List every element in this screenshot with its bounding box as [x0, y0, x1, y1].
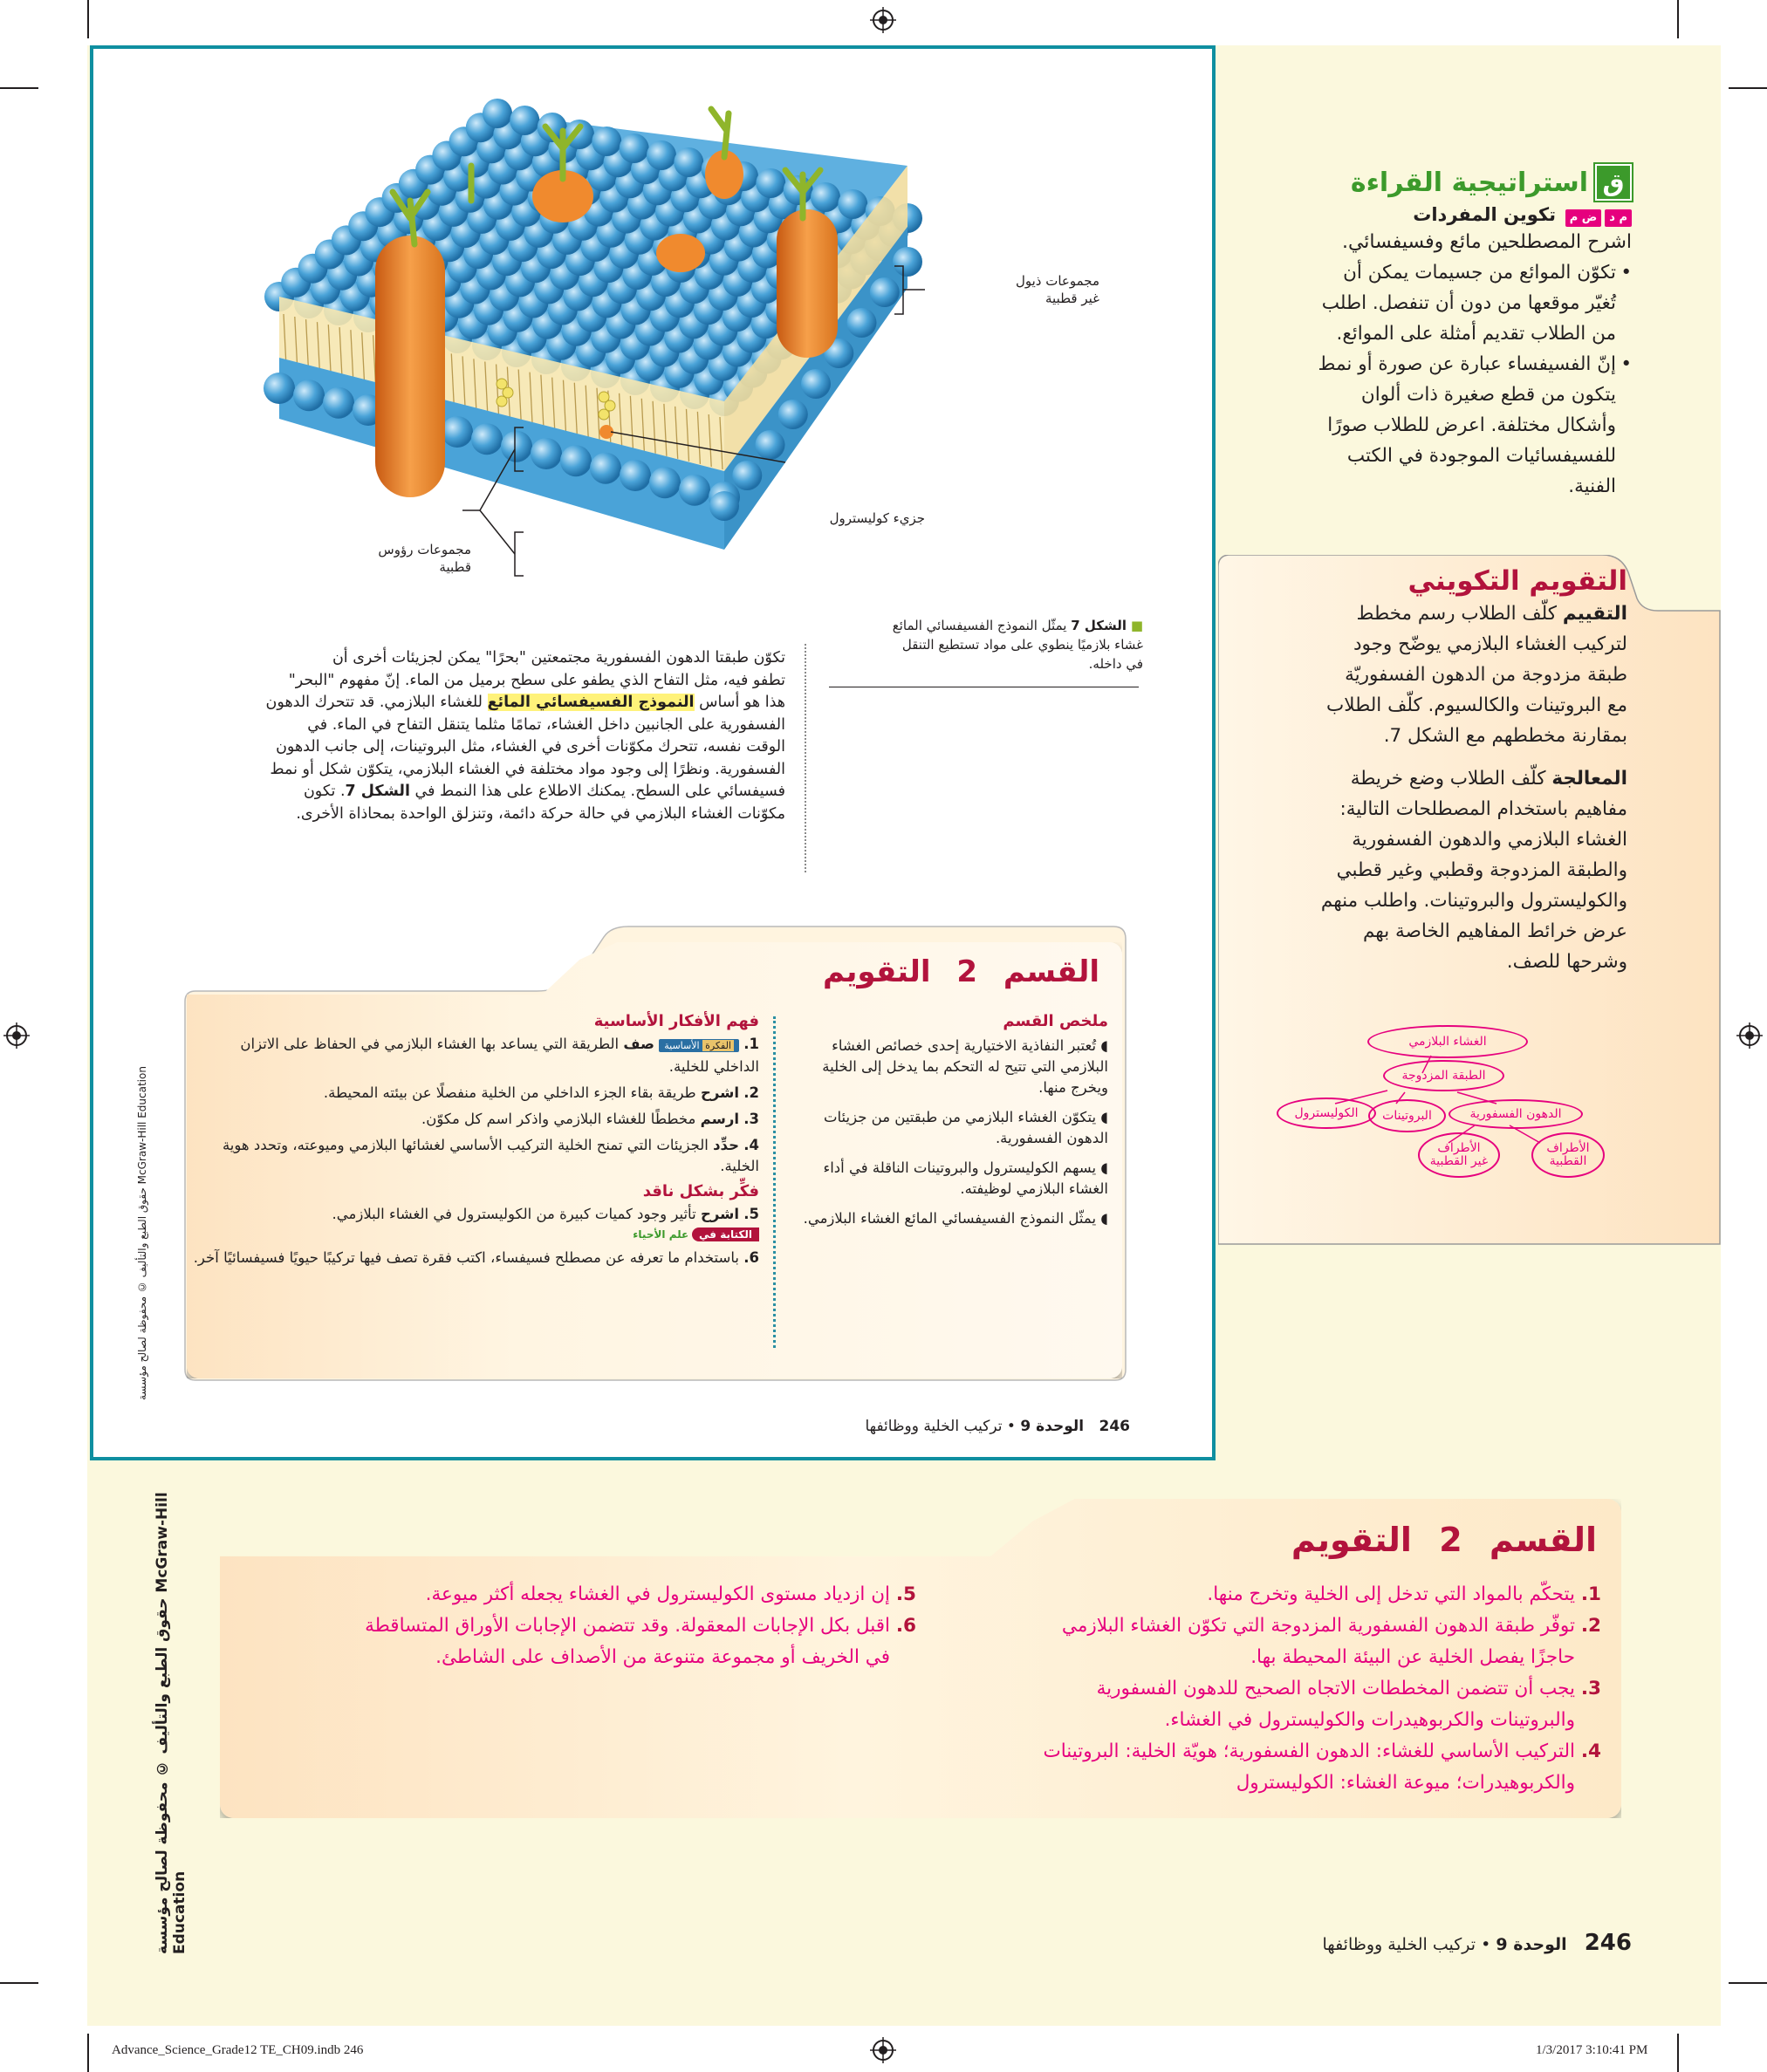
- phospholipid-head: [483, 99, 512, 128]
- crop-mark: [87, 0, 89, 38]
- phospholipid-head: [510, 106, 539, 135]
- summary-item: ◖ يمثّل النموذج الفسيفسائي المائع الغشاء البلازمي.: [803, 1210, 1108, 1227]
- label-line: مجموعات رؤوس: [378, 542, 471, 557]
- student-assessment-title: [785, 954, 1099, 989]
- label-polar-heads: [349, 541, 471, 576]
- critical-thinking-heading: فكِّر بشكل ناقد: [642, 1182, 759, 1200]
- caption-line: ■ الشكل 7 يمثّل النموذج الفسيفسائي المائع: [892, 618, 1143, 633]
- slug-file: Advance_Science_Grade12 TE_CH09.indb 246: [112, 2043, 364, 2057]
- phospholipid-head: [893, 247, 922, 277]
- teacher-side-copyright: حقوق الطبع والتأليف © محفوظة لصالح مؤسسة McGraw-Hill Education: [154, 1492, 188, 1954]
- phospholipid-head: [870, 277, 900, 307]
- phospholipid-head: [801, 369, 831, 399]
- label-line: مجموعات ذيول: [1015, 273, 1099, 289]
- crop-mark: [1677, 0, 1679, 38]
- assessment-label: التقييم: [1562, 603, 1627, 625]
- phospholipid-head: [709, 491, 739, 521]
- registration-mark-icon: [1736, 1022, 1763, 1049]
- answer-4-cont: والكربوهيدرات؛ ميوعة الغشاء: الكوليسترول: [1236, 1772, 1575, 1794]
- label-nonpolar-tails: [977, 272, 1099, 307]
- label-line: غير قطبية: [1045, 291, 1099, 306]
- phospholipid-head: [679, 475, 710, 506]
- concept-map-root: الغشاء البلازمي: [1367, 1025, 1528, 1058]
- concept-map-cholesterol: الكوليسترول: [1277, 1098, 1376, 1129]
- crop-mark: [1729, 87, 1767, 89]
- phospholipid-head: [732, 461, 762, 490]
- paragraph-line: الفسفورية على الجانبين داخل الغشاء، تمامًا مثلما يتنقل التفاح في الماء. في: [307, 715, 785, 734]
- student-side-copyright: حقوق الطبع والتأليف © محفوظة لصالح مؤسسة McGraw-Hill Education: [136, 1066, 148, 1400]
- crop-mark: [0, 1982, 38, 1984]
- concept-map-proteins: البروتينات: [1368, 1099, 1446, 1132]
- answer-1: 1. يتحكّم بالمواد التي تدخل إلى الخلية وتخرج منها.: [1207, 1583, 1601, 1605]
- phospholipid-head: [501, 431, 532, 462]
- answer-3-cont: والبروتينات والكربوهيدرات والكوليسترول في الغشاء.: [1164, 1709, 1575, 1731]
- reading-strategy-header: [1222, 164, 1632, 201]
- biology-tag: علم الأحياء: [633, 1228, 689, 1241]
- paragraph-line: مكوّنات الغشاء البلازمي في حالة حركة دائمة، وتنزلق الواحدة بمحاذاة الأخرى.: [296, 804, 785, 823]
- main-idea-tag: الفكرة الأساسية: [659, 1039, 739, 1052]
- answers-left-column: [253, 1579, 916, 1673]
- question-2: 2. اشرح طريقة بقاء الجزء الداخلي من الخلية منفصلًا عن بيئته المحيطة.: [323, 1084, 759, 1101]
- phospholipid-head: [847, 308, 877, 338]
- student-footer: [785, 1418, 1130, 1435]
- section-summary: [785, 1012, 1108, 1229]
- reading-bullet-1: • تكوّن الموائع من جسيمات يمكن أن تُغيّر موقعها من دون أن تنفصل. اطلب من الطلاب تقديم أمثلة على الموائع.: [1321, 262, 1632, 345]
- crop-mark: [1677, 2034, 1679, 2072]
- title-number: 2: [956, 954, 977, 989]
- answer-title-section: القسم: [1489, 1521, 1597, 1559]
- title-section: القسم: [1003, 954, 1099, 989]
- answer-3: 3. يجب أن تتضمن المخططات الاتجاه الصحيح للدهون الفسفورية: [1096, 1678, 1601, 1699]
- teacher-unit: الوحدة 9: [1496, 1935, 1567, 1954]
- student-page-number: 246: [1099, 1418, 1130, 1435]
- question-4: 4. حدِّد الجزيئات التي تمنح الخلية التركيب الأساسي لغشائها البلازمي وميوعته، وتحدد هوية الخلية.: [222, 1137, 759, 1174]
- writing-in-biology-tag: [192, 1228, 759, 1241]
- paragraph-line: تكوّن طبقتا الدهون الفسفورية مجتمعتين "بحرًا" يمكن لجزيئات أخرى أن: [332, 649, 785, 667]
- highlighted-term: النموذج الفسيفسائي المائع: [487, 694, 695, 711]
- summary-divider: [773, 1016, 776, 1348]
- reading-strategy-title: استراتيجية القراءة: [1350, 167, 1588, 198]
- phospholipid-head: [756, 168, 785, 198]
- question-5: 5. اشرح تأثير وجود كميات كبيرة من الكوليسترول في الغشاء البلازمي.: [332, 1206, 759, 1222]
- caption-line: غشاء بلازميًا ينطوي على مواد تستطيع التنقل: [901, 637, 1143, 653]
- teacher-footer: [1134, 1930, 1632, 1956]
- phospholipid-head: [620, 460, 651, 491]
- phospholipid-head: [560, 445, 592, 476]
- question-6: 6. باستخدام ما تعرفه عن مصطلح فسيفساء، اكتب فقرة تصف فيها تركيبًا حيويًا فسيفسائيًا آخر.: [193, 1249, 759, 1266]
- phospholipid-head: [649, 467, 681, 498]
- phospholipid-head: [838, 189, 867, 219]
- registration-mark-icon: [870, 7, 896, 33]
- summary-item: ◖ يتكوّن الغشاء البلازمي من طبقتين من جزيئات الدهون الفسفورية.: [823, 1109, 1108, 1146]
- answer-title-number: 2: [1439, 1521, 1462, 1559]
- summary-heading: ملخص القسم: [1003, 1012, 1108, 1030]
- answer-2: 2. توفّر طبقة الدهون الفسفورية المزدوجة التي تكوّن الغشاء البلازمي: [1061, 1615, 1601, 1637]
- assessment-paragraph: التقييم كلّف الطلاب رسم مخطط لتركيب الغشاء البلازمي يوضّح وجود طبقة مزدوجة من الدهون الفسفوريّة مع البروتينات والكالسيوم. كلّف الطلاب بمقارنة مخططهم مع الشكل 7.: [1326, 603, 1627, 747]
- fluid-mosaic-membrane-illustration: [262, 61, 925, 585]
- phospholipid-head: [590, 453, 621, 484]
- summary-item: ◖ يسهم الكوليسترول والبروتينات الناقلة في أداء الغشاء البلازمي لوظيفته.: [823, 1159, 1108, 1197]
- crop-mark: [1729, 1982, 1767, 1984]
- teacher-unit-title: تركيب الخلية ووظائفها: [1322, 1935, 1476, 1954]
- student-paragraph: [209, 647, 785, 825]
- summary-item: ◖ تُعتبر النفاذية الاختيارية إحدى خصائص الغشاء البلازمي التي تتيح له التحكم بما يدخل إلى الخلية ويخرج منها.: [822, 1037, 1108, 1096]
- concept-map-polar-ends: الأطراف القطبية: [1531, 1132, 1605, 1178]
- question-3: 3. ارسم مخططًا للغشاء البلازمي واذكر اسم كل مكوّن.: [421, 1111, 759, 1127]
- reading-bullet-2: • إنّ الفسيفساء عبارة عن صورة أو نمط يتكون من قطع صغيرة ذات ألوان وأشكال مختلفة. اعرض للطلاب صورًا للفسيفسائيات الموجودة في الكتب الفنية.: [1318, 353, 1632, 497]
- crop-mark: [87, 2034, 89, 2072]
- figure-caption: [829, 616, 1143, 674]
- phospholipid-head: [531, 438, 562, 469]
- remediation-paragraph: المعالجة كلّف الطلاب وضع خريطة مفاهيم باستخدام المصطلحات التالية: الغشاء البلازمي والدهون الفسفورية والطبقة المزدوجة وقطبي وغير قطبي والكوليسترول والبروتينات. واطلب منهم عرض خرائط المفاهيم الخاصة بهم وشرحها للصف.: [1320, 768, 1627, 973]
- answer-4: 4. التركيب الأساسي للغشاء: الدهون الفسفورية؛ هويّة الخلية: البروتينات: [1043, 1740, 1601, 1762]
- registration-mark-icon: [3, 1022, 30, 1049]
- label-cholesterol: جزيء كوليسترول: [829, 510, 925, 526]
- phospholipid-head: [264, 373, 295, 404]
- formative-assessment: [1239, 565, 1627, 977]
- label-line: قطبية: [439, 559, 471, 575]
- answer-title-word: التقويم: [1291, 1521, 1412, 1559]
- vocabulary-row: [1222, 204, 1632, 227]
- phospholipid-head: [471, 423, 503, 455]
- phospholipid-head: [323, 387, 354, 419]
- student-unit-title: تركيب الخلية ووظائفها: [865, 1418, 1003, 1435]
- paragraph-line: هذا هو أساس النموذج الفسيفسائي المائع للغشاء البلازمي. قد تتحرك الدهون: [265, 694, 785, 711]
- answer-6-cont: في الخريف أو مجموعة متنوعة من الأصداف على الشاطئ.: [435, 1646, 890, 1668]
- paragraph-line: فسيفسائي على السطح. يمكنك الاطلاع على هذا النمط في الشكل 7. تكون: [303, 783, 785, 800]
- caption-bold: الشكل 7: [1071, 618, 1127, 633]
- phospholipid-head: [442, 416, 473, 448]
- reading-letter-icon: ق: [1595, 164, 1632, 201]
- registration-mark-icon: [870, 2037, 896, 2063]
- vocabulary-subtitle: تكوين المفردات: [1413, 204, 1557, 225]
- phospholipid-head: [756, 430, 785, 460]
- ped-tag-md: م د: [1605, 209, 1632, 227]
- phospholipid-head: [811, 182, 840, 212]
- paragraph-line: تطفو فيه، مثل التفاح الذي يطفو على سطح برميل من الماء. إنّ مفهوم "البحر": [288, 671, 785, 689]
- crop-mark: [0, 87, 38, 89]
- phospholipid-head: [293, 380, 325, 411]
- slug-date: 1/3/2017 3:10:41 PM: [1536, 2043, 1648, 2057]
- phospholipid-head: [592, 127, 621, 156]
- caption-line: في داخله.: [1088, 656, 1143, 672]
- phospholipid-head: [647, 140, 676, 170]
- phospholipid-head: [674, 147, 703, 177]
- answer-box-title: [1222, 1521, 1597, 1559]
- phospholipid-head: [778, 400, 808, 429]
- concept-map-phospholipids: الدهون الفسفورية: [1449, 1099, 1583, 1129]
- answer-5: 5. إن ازدياد مستوى الكوليسترول في الغشاء يجعله أكثر ميوعة.: [425, 1583, 916, 1605]
- main-ideas: [192, 1012, 759, 1269]
- formative-title: التقويم التكويني: [1407, 565, 1627, 597]
- answers-right-column: [907, 1579, 1601, 1799]
- paragraph-line: الوقت نفسه، تتحرك مكوّنات أخرى في الغشاء، مثل البروتينات، إلى جانب الدهون: [276, 738, 785, 756]
- caption-rest: يمثّل النموذج الفسيفسائي المائع: [892, 618, 1067, 633]
- ped-tag-dm: ض م: [1565, 209, 1602, 227]
- answer-2-cont: حاجزًا يفصل الخلية عن البيئة المحيطة بها.: [1250, 1646, 1575, 1668]
- reading-strategy: [1222, 164, 1632, 502]
- title-word: التقويم: [822, 954, 931, 989]
- reading-intro: اشرح المصطلحين مائع وفسيفسائي.: [1341, 231, 1632, 253]
- footer-bullet: •: [1481, 1935, 1491, 1954]
- teacher-page-number: 246: [1584, 1930, 1632, 1956]
- footer-bullet: •: [1006, 1418, 1016, 1435]
- concept-map-bilayer: الطبقة المزدوجة: [1383, 1060, 1504, 1091]
- remediation-label: المعالجة: [1551, 768, 1627, 790]
- student-unit: الوحدة 9: [1020, 1418, 1085, 1435]
- writing-tag: الكتابة في: [692, 1227, 759, 1241]
- paragraph-line: الفسفورية. ونظرًا إلى وجود مواد مختلفة في الغشاء البلازمي، يتكوّن شكل أو نمط: [270, 760, 785, 778]
- question-1: 1. الفكرة الأساسية صف الطريقة التي يساعد بها الغشاء البلازمي في الحفاظ على الاتزان الداخلي للخلية.: [240, 1036, 759, 1075]
- paragraph-divider: [805, 644, 806, 872]
- main-ideas-heading: فهم الأفكار الأساسية: [593, 1012, 759, 1030]
- concept-map-nonpolar-ends: الأطراف غير القطبية: [1418, 1132, 1500, 1178]
- answer-6: 6. اقبل بكل الإجابات المعقولة. وقد تتضمن الإجابات الأوراق المتساقطة: [365, 1615, 916, 1637]
- phospholipid-head: [620, 133, 649, 163]
